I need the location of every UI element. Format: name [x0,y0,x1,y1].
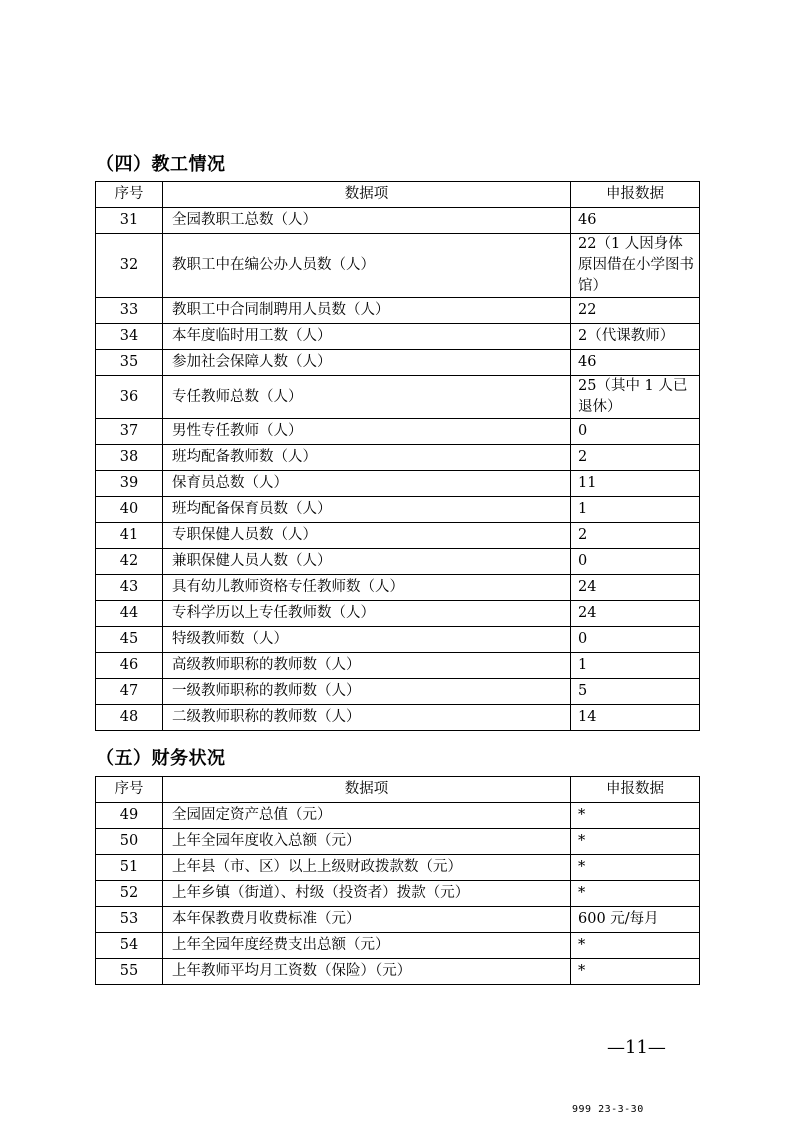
row-number: 35 [96,350,163,376]
row-value: 2 [571,523,700,549]
row-number: 51 [96,855,163,881]
table-row [96,549,700,575]
table-row [96,959,700,985]
row-item: 保育员总数（人） [163,471,571,497]
section-title-finance: （五）财务状况 [96,748,226,769]
staff-table-body [96,208,700,731]
row-number: 41 [96,523,163,549]
print-stamp: 999 23-3-30 [572,1104,644,1115]
table-header-row [96,777,700,803]
table-row [96,881,700,907]
row-value: 2（代课教师） [571,324,700,350]
row-value: 14 [571,705,700,731]
row-number: 42 [96,549,163,575]
row-value: 0 [571,549,700,575]
row-number: 52 [96,881,163,907]
table-row [96,376,700,419]
row-number: 53 [96,907,163,933]
table-row [96,679,700,705]
row-item: 二级教师职称的教师数（人） [163,705,571,731]
staff-table [95,181,700,731]
row-item: 男性专任教师（人） [163,419,571,445]
row-value: 0 [571,419,700,445]
table-row [96,298,700,324]
row-item: 全园固定资产总值（元） [163,803,571,829]
table-row [96,933,700,959]
row-item: 具有幼儿教师资格专任教师数（人） [163,575,571,601]
row-item: 教职工中合同制聘用人员数（人） [163,298,571,324]
row-number: 31 [96,208,163,234]
table-row [96,350,700,376]
table-row [96,471,700,497]
table-row [96,523,700,549]
row-number: 37 [96,419,163,445]
row-number: 39 [96,471,163,497]
row-item: 本年保教费月收费标准（元） [163,907,571,933]
section-title-staff: （四）教工情况 [96,154,226,175]
row-number: 38 [96,445,163,471]
row-value: 1 [571,497,700,523]
row-number: 44 [96,601,163,627]
row-number: 54 [96,933,163,959]
header-item: 数据项 [163,182,571,208]
row-number: 49 [96,803,163,829]
table-row [96,907,700,933]
table-row [96,497,700,523]
row-value: * [571,829,700,855]
row-item: 全园教职工总数（人） [163,208,571,234]
row-value: 22（1 人因身体原因借在小学图书馆） [571,234,700,298]
row-value: * [571,959,700,985]
row-item: 一级教师职称的教师数（人） [163,679,571,705]
row-number: 45 [96,627,163,653]
row-item: 特级教师数（人） [163,627,571,653]
row-value: * [571,881,700,907]
row-item: 高级教师职称的教师数（人） [163,653,571,679]
row-value: 0 [571,627,700,653]
table-header-row [96,182,700,208]
row-value: 600 元/每月 [571,907,700,933]
table-row [96,829,700,855]
table-row [96,575,700,601]
row-number: 33 [96,298,163,324]
row-number: 55 [96,959,163,985]
row-item: 专任教师总数（人） [163,376,571,419]
finance-table [95,776,700,985]
row-value: 46 [571,208,700,234]
row-number: 36 [96,376,163,419]
row-item: 专职保健人员数（人） [163,523,571,549]
row-number: 40 [96,497,163,523]
row-item: 上年县（市、区）以上上级财政拨款数（元） [163,855,571,881]
row-number: 47 [96,679,163,705]
table-row [96,803,700,829]
table-row [96,445,700,471]
header-no: 序号 [96,777,163,803]
row-item: 本年度临时用工数（人） [163,324,571,350]
row-number: 50 [96,829,163,855]
row-value: 24 [571,575,700,601]
table-row [96,653,700,679]
row-item: 上年全园年度经费支出总额（元） [163,933,571,959]
row-item: 上年全园年度收入总额（元） [163,829,571,855]
row-item: 上年教师平均月工资数（保险）（元） [163,959,571,985]
row-value: * [571,933,700,959]
table-row [96,208,700,234]
table-row [96,419,700,445]
row-value: 2 [571,445,700,471]
table-row [96,855,700,881]
row-value: 46 [571,350,700,376]
table-row [96,627,700,653]
row-number: 48 [96,705,163,731]
table-row [96,324,700,350]
row-number: 32 [96,234,163,298]
row-value: 5 [571,679,700,705]
row-value: 24 [571,601,700,627]
row-item: 教职工中在编公办人员数（人） [163,234,571,298]
header-value: 申报数据 [571,182,700,208]
row-value: * [571,855,700,881]
row-value: 22 [571,298,700,324]
row-item: 专科学历以上专任教师数（人） [163,601,571,627]
row-value: 1 [571,653,700,679]
header-no: 序号 [96,182,163,208]
row-number: 34 [96,324,163,350]
row-number: 46 [96,653,163,679]
table-row [96,705,700,731]
row-item: 上年乡镇（街道）、村级（投资者）拨款（元） [163,881,571,907]
row-number: 43 [96,575,163,601]
table-row [96,234,700,298]
row-item: 班均配备保育员数（人） [163,497,571,523]
row-item: 参加社会保障人数（人） [163,350,571,376]
header-item: 数据项 [163,777,571,803]
table-row [96,601,700,627]
header-value: 申报数据 [571,777,700,803]
row-value: * [571,803,700,829]
row-item: 班均配备教师数（人） [163,445,571,471]
row-item: 兼职保健人员人数（人） [163,549,571,575]
row-value: 25（其中 1 人已退休） [571,376,700,419]
page-number: —11— [607,1037,666,1058]
finance-table-body [96,803,700,985]
row-value: 11 [571,471,700,497]
